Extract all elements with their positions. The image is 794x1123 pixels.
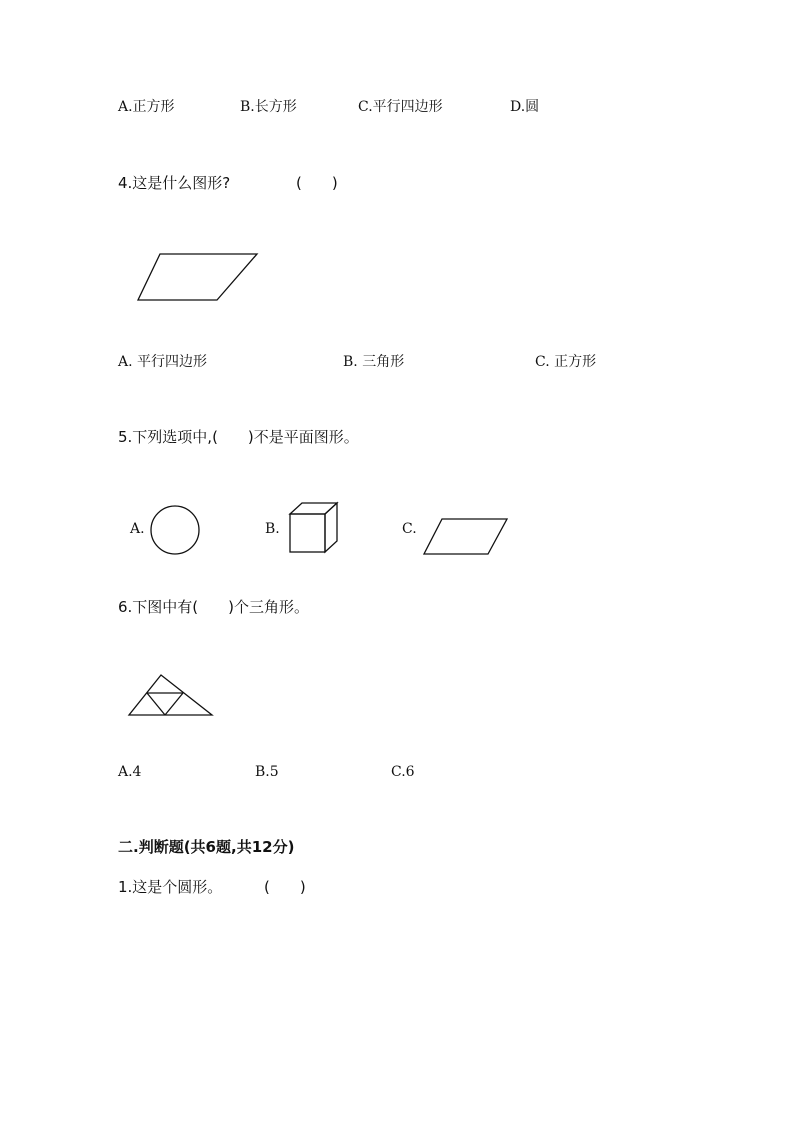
q4-stem: 4.这是什么图形?	[118, 174, 231, 192]
q6-option-b: B.5	[255, 764, 279, 780]
q4-option-c: C. 正方形	[535, 354, 597, 370]
q3-option-d: D.圆	[510, 99, 540, 115]
parallelogram-shape	[138, 254, 257, 300]
q6-option-a: A.4	[118, 764, 142, 780]
cube-side-face	[325, 503, 337, 552]
circle-shape	[151, 506, 199, 554]
q5-option-a: A.	[130, 521, 145, 537]
q6-triangle-figure	[126, 672, 218, 720]
parallelogram-shape	[424, 519, 507, 554]
q5-cube-figure	[286, 500, 342, 556]
section-title: 二.判断题(共6题,共12分)	[118, 838, 295, 856]
q4-option-b: B. 三角形	[343, 354, 405, 370]
q3-option-a: A.正方形	[118, 99, 175, 115]
q6-stem: 6.下图中有( )个三角形。	[118, 598, 310, 616]
inner-line-left	[147, 693, 165, 715]
q4-parallelogram-figure	[130, 248, 265, 308]
q4-answer-paren: ( )	[296, 174, 338, 192]
q4-option-a: A. 平行四边形	[118, 354, 208, 370]
q5-stem: 5.下列选项中,( )不是平面图形。	[118, 428, 359, 446]
q6-option-c: C.6	[391, 764, 415, 780]
j1-answer-paren: ( )	[264, 878, 306, 896]
inner-line-right	[165, 693, 183, 715]
q5-option-b: B.	[265, 521, 280, 537]
q5-option-c: C.	[402, 521, 417, 537]
cube-top-face	[290, 503, 337, 514]
j1-stem: 1.这是个圆形。	[118, 878, 223, 896]
q5-parallelogram-figure	[420, 516, 512, 558]
cube-front-face	[290, 514, 325, 552]
q5-circle-figure	[148, 503, 204, 559]
q3-option-c: C.平行四边形	[358, 99, 443, 115]
q3-option-b: B.长方形	[240, 99, 297, 115]
